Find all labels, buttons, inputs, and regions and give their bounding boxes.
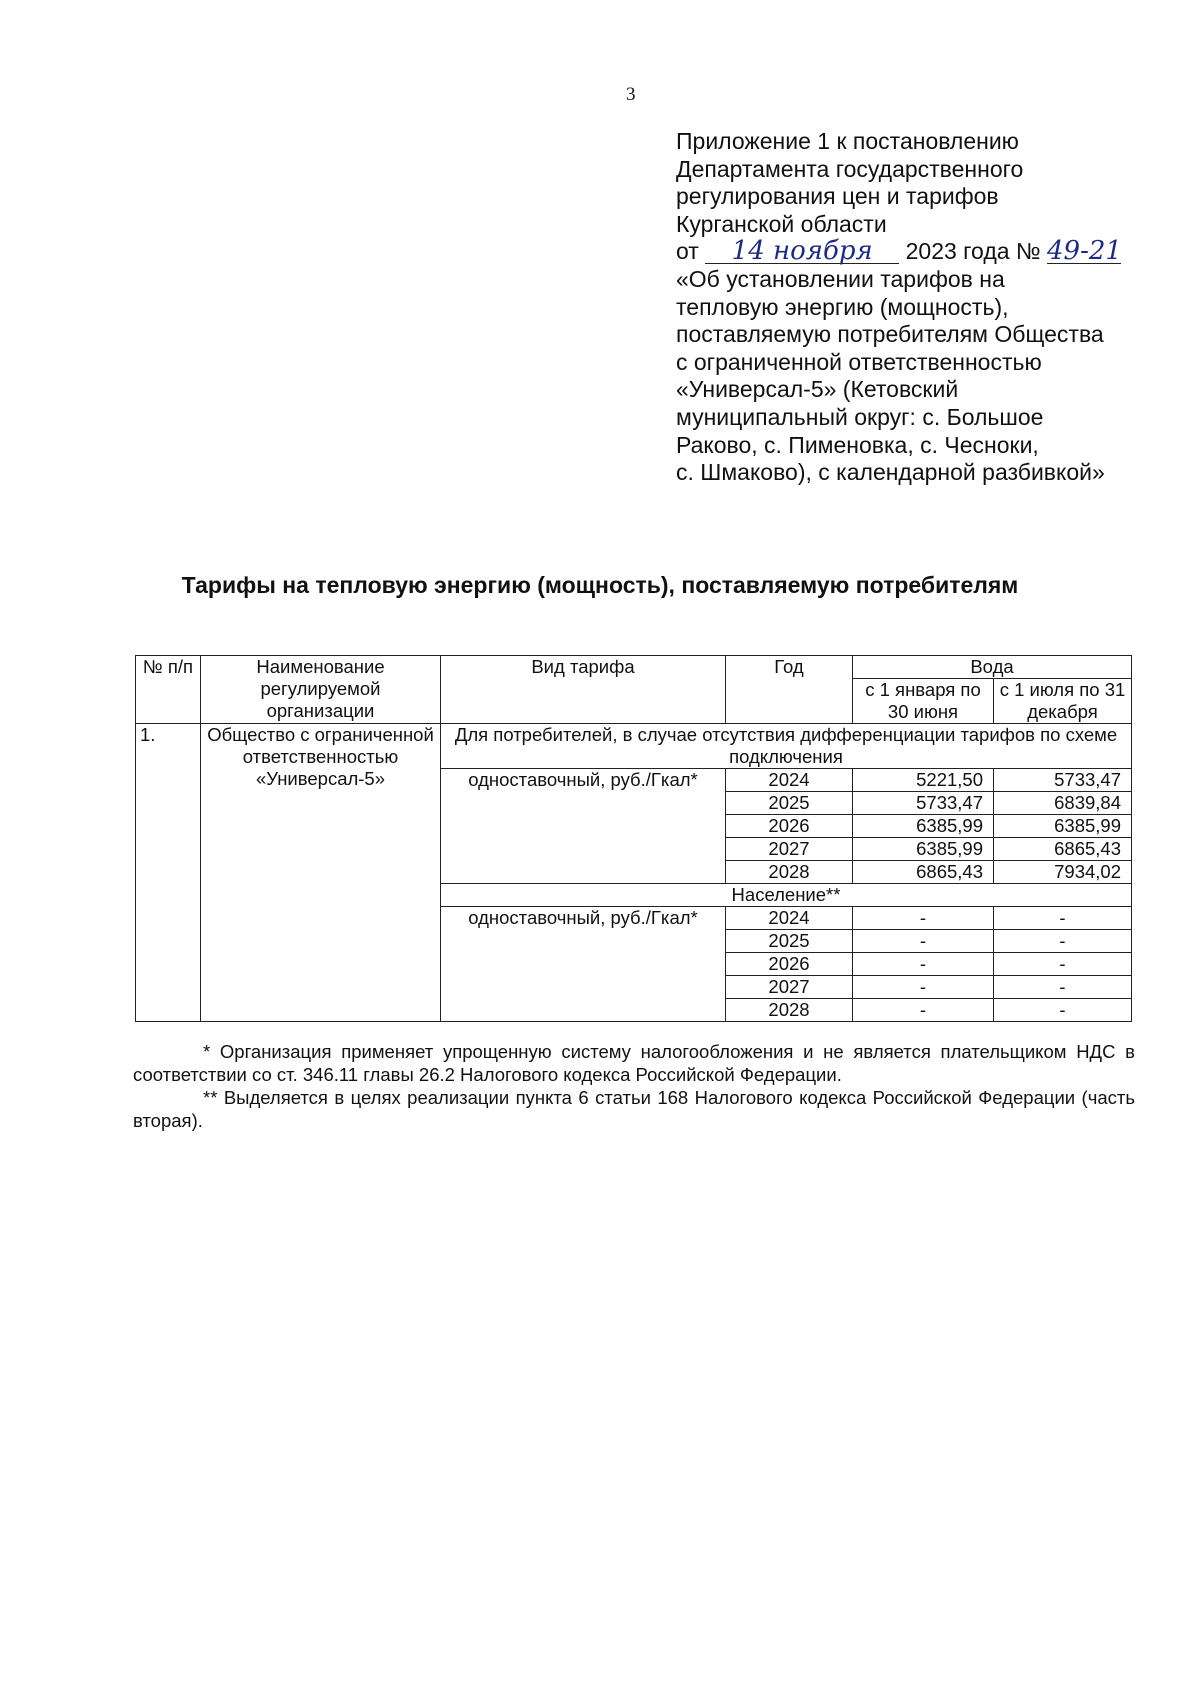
page-number: 3 (626, 84, 636, 105)
footnote-1: * Организация применяет упрощенную систему налогообложения и не является плательщиком НДС в соответствии со ст. 346.11 главы 26.2 Налогового кодекса Российской Федерации. (133, 1041, 1135, 1085)
annex-line: Департамента государственного (676, 155, 1024, 182)
tariff-type: одноставочный, руб./Гкал* (441, 769, 726, 884)
row-number: 1. (136, 724, 201, 1022)
annex-line: муниципальный округ: с. Большое (676, 403, 1044, 430)
annex-line: Курганской области (676, 210, 887, 237)
annex-line: «Об установлении тарифов на (676, 265, 1005, 292)
annex-line: регулирования цен и тарифов (676, 183, 999, 210)
year-cell: 2026 (726, 953, 853, 976)
header-jan: с 1 января по 30 июня (853, 679, 994, 724)
tariff-type: одноставочный, руб./Гкал* (441, 907, 726, 1022)
jan-value: 5221,50 (853, 769, 994, 792)
jan-value: - (853, 907, 994, 930)
jan-value: 6385,99 (853, 838, 994, 861)
jul-value: 6385,99 (994, 815, 1132, 838)
section-label: Для потребителей, в случае отсутствия дифференциации тарифов по схеме подключения (441, 724, 1132, 769)
section-label: Население** (441, 884, 1132, 907)
jul-value: 6839,84 (994, 792, 1132, 815)
annex-line: «Универсал-5» (Кетовский (676, 376, 959, 403)
annex-line: тепловую энергию (мощность), (676, 293, 1009, 320)
date-prefix: от (676, 238, 699, 265)
annex-line: Раково, с. Пименовка, с. Чесноки, (676, 431, 1039, 458)
year-cell: 2024 (726, 769, 853, 792)
organization-name: Общество с ограниченной ответственностью «Универсал-5» (201, 724, 441, 1022)
jul-value: 5733,47 (994, 769, 1132, 792)
footnotes (133, 1040, 1135, 1132)
document-title: Тарифы на тепловую энергию (мощность), поставляемую потребителям (181, 572, 1019, 598)
jul-value: 7934,02 (994, 861, 1132, 884)
jul-value: - (994, 999, 1132, 1022)
annex-line: поставляемую потребителям Общества (676, 321, 1104, 348)
jan-value: 5733,47 (853, 792, 994, 815)
jul-value: 6865,43 (994, 838, 1132, 861)
section-row (136, 724, 1132, 769)
jul-value: - (994, 930, 1132, 953)
jul-value: - (994, 907, 1132, 930)
jul-value: - (994, 953, 1132, 976)
footnote-2: ** Выделяется в целях реализации пункта 6 статьи 168 Налогового кодекса Российской Федерации (часть вторая). (133, 1087, 1135, 1131)
header-year: Год (726, 656, 853, 724)
annex-line: с ограниченной ответственностью (676, 348, 1042, 375)
tariff-table (135, 655, 1132, 1022)
year-cell: 2025 (726, 792, 853, 815)
year-cell: 2028 (726, 861, 853, 884)
year-text: 2023 года № (905, 238, 1041, 265)
header-jul: с 1 июля по 31 декабря (994, 679, 1132, 724)
header-org: Наименование регулируемой организации (201, 656, 441, 724)
annex-line: с. Шмаково), с календарной разбивкой» (676, 459, 1105, 486)
year-cell: 2027 (726, 976, 853, 999)
jan-value: 6865,43 (853, 861, 994, 884)
jan-value: 6385,99 (853, 815, 994, 838)
jul-value: - (994, 976, 1132, 999)
header-no: № п/п (136, 656, 201, 724)
header-water: Вода (853, 656, 1132, 679)
annex-header (676, 128, 1176, 487)
year-cell: 2028 (726, 999, 853, 1022)
year-cell: 2027 (726, 838, 853, 861)
jan-value: - (853, 976, 994, 999)
year-cell: 2025 (726, 930, 853, 953)
jan-value: - (853, 953, 994, 976)
handwritten-date: 14 ноября (705, 239, 899, 264)
jan-value: - (853, 930, 994, 953)
annex-date-line (676, 238, 1176, 266)
annex-line: Приложение 1 к постановлению (676, 128, 1019, 154)
year-cell: 2024 (726, 907, 853, 930)
table-header-row (136, 656, 1132, 679)
header-tariff-type: Вид тарифа (441, 656, 726, 724)
year-cell: 2026 (726, 815, 853, 838)
jan-value: - (853, 999, 994, 1022)
handwritten-number: 49-21 (1047, 236, 1122, 267)
